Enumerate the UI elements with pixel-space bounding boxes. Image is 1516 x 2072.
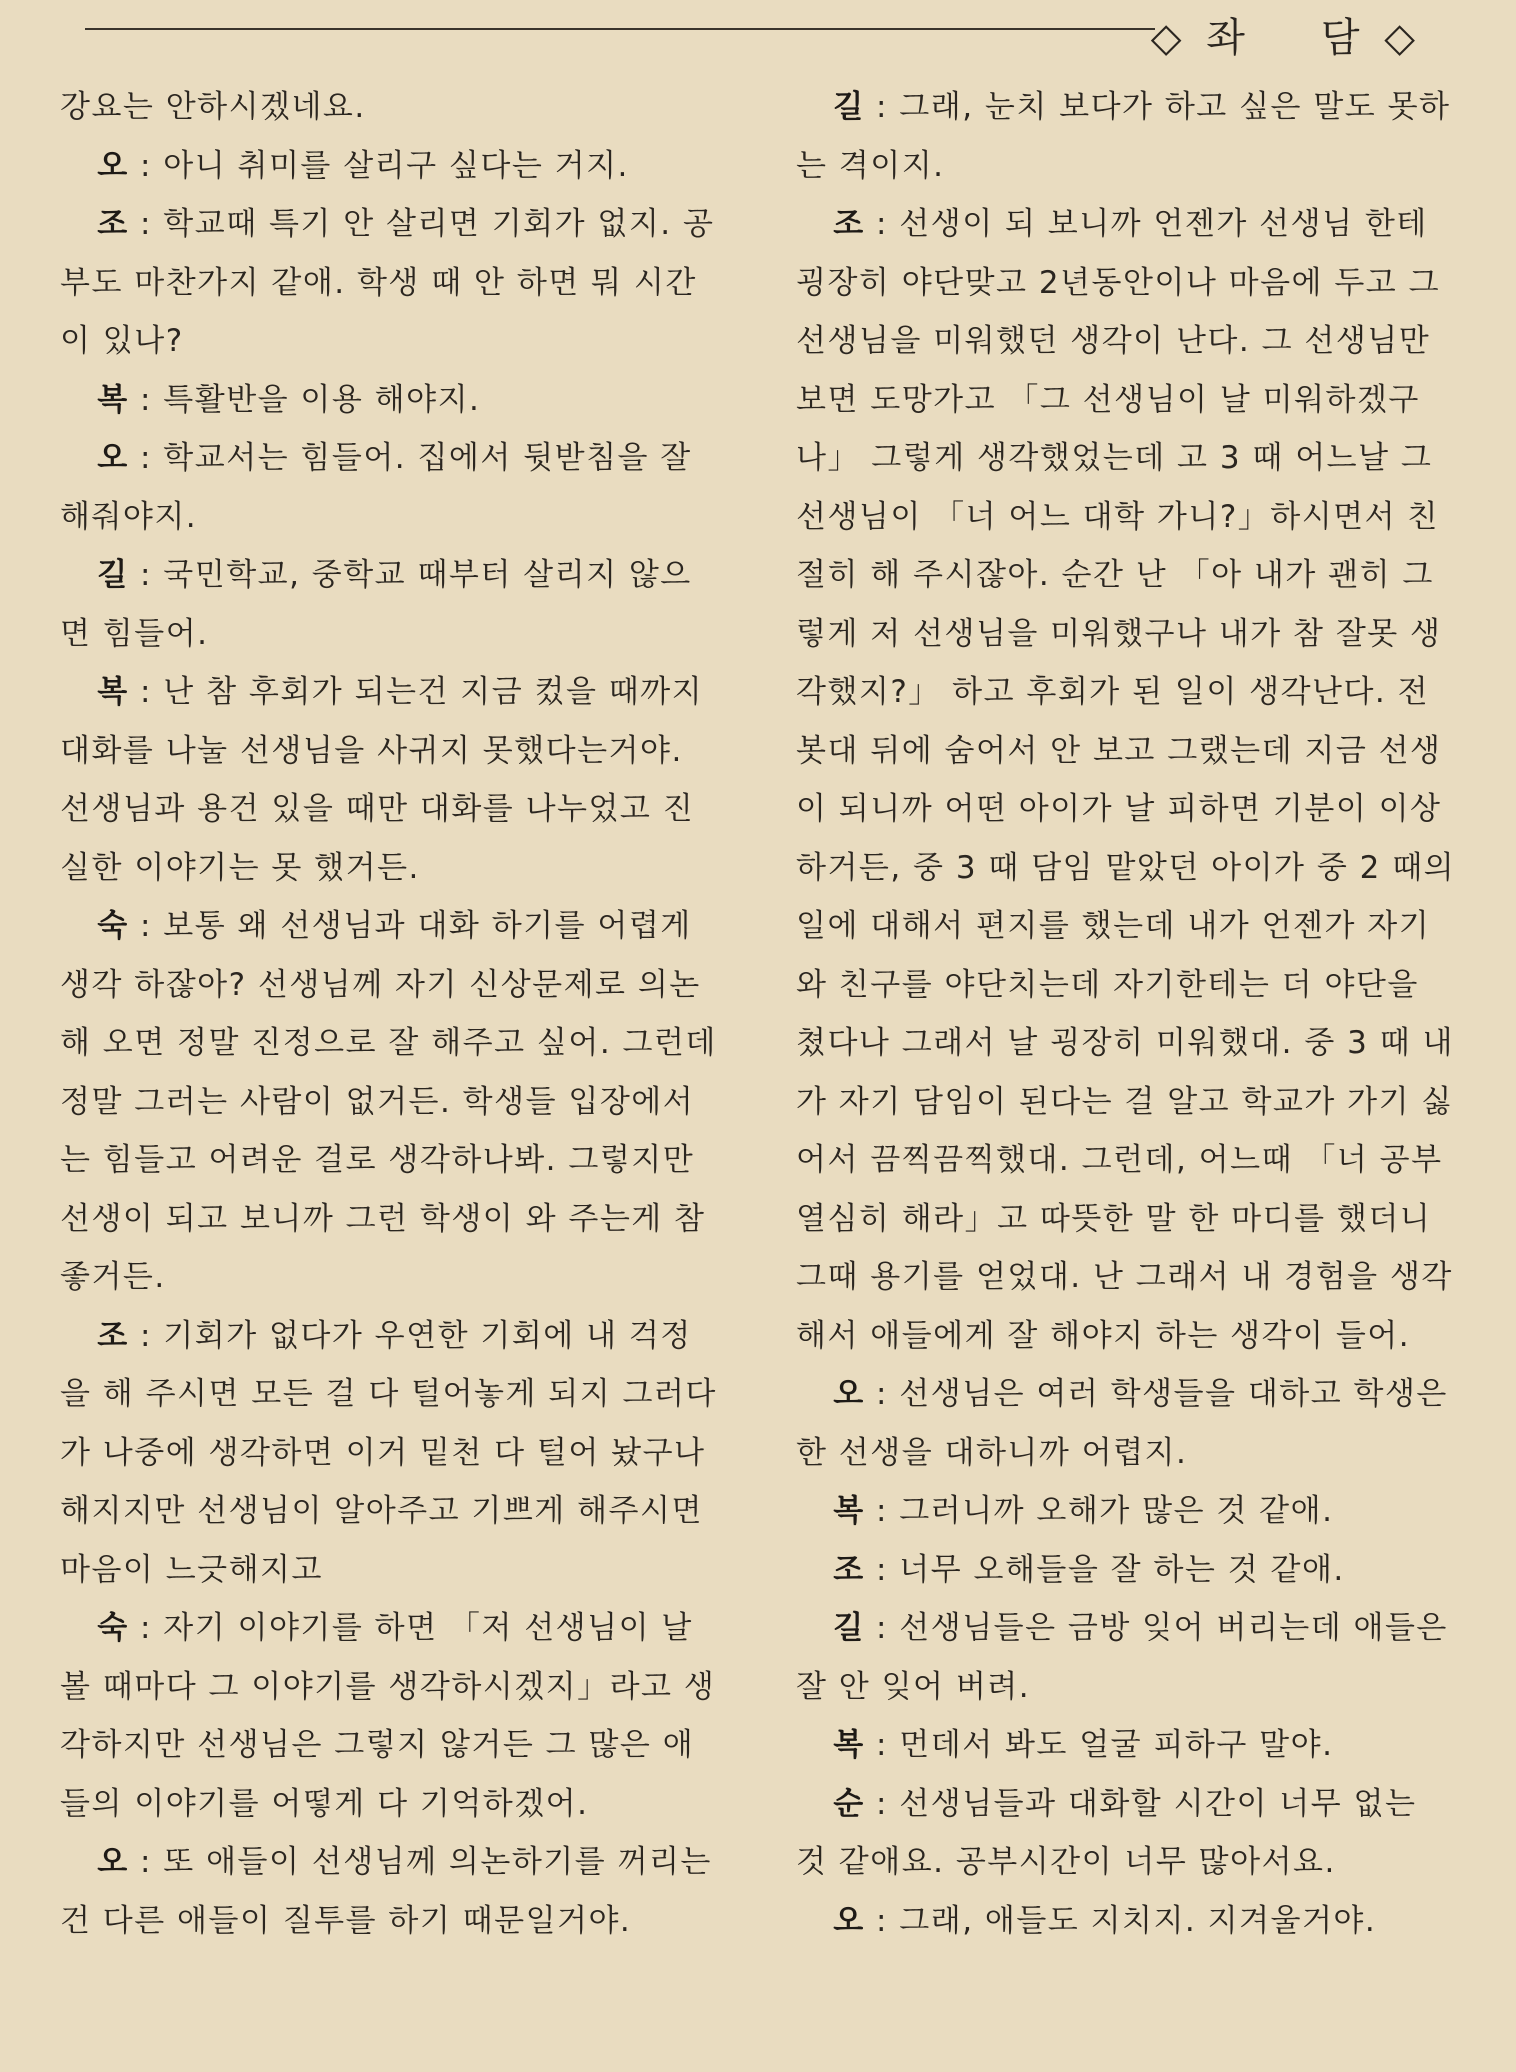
speaker-label: 오 bbox=[833, 1376, 865, 1412]
dialogue-text: 선생님들은 금방 잊어 버리는데 애들은 잘 안 잊어 버려. bbox=[796, 1610, 1448, 1705]
section-title-part-2: 담 ◇ bbox=[1320, 15, 1421, 61]
speaker-colon: : bbox=[128, 1610, 164, 1646]
speaker-label: 길 bbox=[833, 1610, 865, 1646]
dialogue-text: 보통 왜 선생님과 대화 하기를 어렵게 생각 하잖아? 선생님께 자기 신상문제로 의논해 오면 정말 진정으로 잘 해주고 싶어. 그런데 정말 그러는 사람이 없거든. 학생들 입장에서는 힘들고 어려운 걸로 생각하나봐. 그렇지만 선생이 되고 보니까 그런 학생이 와 주는게 참 좋거든. bbox=[60, 908, 717, 1295]
section-title bbox=[1151, 6, 1421, 63]
speaker-colon: : bbox=[864, 1610, 900, 1646]
speaker-colon: : bbox=[864, 1493, 900, 1529]
dialogue-paragraph bbox=[796, 1482, 1458, 1541]
dialogue-paragraph bbox=[60, 1307, 720, 1600]
dialogue-paragraph bbox=[60, 1599, 720, 1833]
speaker-label: 오 bbox=[833, 1902, 865, 1939]
dialogue-text: 먼데서 봐도 얼굴 피하구 말야. bbox=[899, 1727, 1334, 1763]
dialogue-text: 기회가 없다가 우연한 기회에 내 걱정을 해 주시면 모든 걸 다 털어놓게 되지 그러다가 나중에 생각하면 이거 밑천 다 털어 놨구나 해지지만 선생님이 알아주고 기쁘게 해주시면 마음이 느긋해지고 bbox=[60, 1317, 717, 1588]
dialogue-paragraph bbox=[796, 1892, 1458, 1951]
header-rule bbox=[85, 28, 1155, 30]
speaker-label: 조 bbox=[97, 206, 129, 242]
speaker-colon: : bbox=[864, 1551, 900, 1588]
speaker-label: 길 bbox=[97, 557, 129, 593]
speaker-label: 복 bbox=[833, 1493, 865, 1529]
speaker-label: 복 bbox=[833, 1727, 865, 1763]
dialogue-text: 선생이 되 보니까 언젠가 선생님 한테 굉장히 야단맞고 2년동안이나 마음에 두고 그 선생님을 미워했던 생각이 난다. 그 선생님만 보면 도망가고 「그 선생님이 날 미워하겠구나」 그렇게 생각했었는데 고 3 때 어느날 그 선생님이 「너 어느 대학 가니?」하시면서 친절히 해 주시잖아. 순간 난 「아 내가 괜히 그렇게 저 선생님을 미워했구나 내가 참 잘못 생각했지?」 하고 후회가 된 일이 생각난다. 전봇대 뒤에 숨어서 안 보고 그랬는데 지금 선생이 되니까 어떤 아이가 날 피하면 기분이 이상하거든, 중 3 때 담임 맡았던 아이가 중 2 때의 일에 대해서 편지를 했는데 내가 언젠가 자기와 친구를 야단치는데 자기한테는 더 야단을 쳤다나 그래서 날 굉장히 미워했대. 중 3 때 내가 자기 담임이 된다는 걸 알고 학교가 가기 싫어서 끔찍끔찍했대. 그런데, 어느때 「너 공부 열심히 해라」고 따뜻한 말 한 마디를 했더니 그때 용기를 얻었대. 난 그래서 내 경험을 생각해서 애들에게 잘 해야지 하는 생각이 들어. bbox=[796, 206, 1456, 1354]
speaker-colon: : bbox=[864, 1727, 900, 1763]
speaker-label: 순 bbox=[833, 1785, 865, 1822]
speaker-colon: : bbox=[128, 674, 164, 710]
speaker-colon: : bbox=[128, 206, 164, 242]
speaker-label: 숙 bbox=[97, 908, 129, 944]
dialogue-paragraph bbox=[796, 1716, 1458, 1775]
speaker-colon: : bbox=[128, 440, 164, 476]
dialogue-paragraph bbox=[60, 429, 720, 546]
dialogue-paragraph bbox=[60, 371, 720, 430]
speaker-colon: : bbox=[128, 147, 164, 184]
dialogue-text: 국민학교, 중학교 때부터 살리지 않으면 힘들어. bbox=[60, 557, 692, 652]
dialogue-text: 선생님은 여러 학생들을 대하고 학생은 한 선생을 대하니까 어렵지. bbox=[796, 1376, 1448, 1471]
speaker-colon: : bbox=[128, 1844, 164, 1880]
speaker-label: 길 bbox=[833, 89, 865, 125]
dialogue-paragraph bbox=[796, 1541, 1458, 1600]
speaker-colon: : bbox=[128, 1317, 164, 1354]
dialogue-paragraph bbox=[60, 897, 720, 1307]
dialogue-paragraph bbox=[60, 1833, 720, 1950]
dialogue-paragraph bbox=[796, 195, 1458, 1365]
dialogue-paragraph bbox=[60, 546, 720, 663]
right-column bbox=[796, 78, 1458, 1950]
dialogue-text: 학교때 특기 안 살리면 기회가 없지. 공부도 마찬가지 같애. 학생 때 안 하면 뭐 시간이 있나? bbox=[60, 206, 715, 359]
dialogue-text: 그래, 눈치 보다가 하고 싶은 말도 못하는 격이지. bbox=[796, 89, 1451, 184]
speaker-label: 오 bbox=[97, 147, 129, 184]
dialogue-paragraph bbox=[60, 137, 720, 196]
dialogue-paragraph bbox=[60, 663, 720, 897]
speaker-colon: : bbox=[128, 557, 164, 593]
section-title-part-1: ◇ 좌 bbox=[1150, 15, 1251, 61]
dialogue-paragraph bbox=[796, 78, 1458, 195]
dialogue-text: 자기 이야기를 하면 「저 선생님이 날 볼 때마다 그 이야기를 생각하시겠지」라고 생각하지만 선생님은 그렇지 않거든 그 많은 애들의 이야기를 어떻게 다 기억하겠어. bbox=[60, 1610, 716, 1822]
speaker-label: 오 bbox=[97, 1844, 129, 1880]
speaker-colon: : bbox=[128, 908, 164, 944]
speaker-colon: : bbox=[864, 1376, 900, 1412]
speaker-colon: : bbox=[864, 206, 900, 242]
speaker-label: 복 bbox=[97, 674, 129, 710]
speaker-label: 조 bbox=[833, 1551, 865, 1588]
speaker-label: 조 bbox=[97, 1317, 129, 1354]
dialogue-text: 학교서는 힘들어. 집에서 뒷받침을 잘 해줘야지. bbox=[60, 440, 692, 535]
speaker-colon: : bbox=[864, 89, 900, 125]
speaker-label: 오 bbox=[97, 440, 129, 476]
left-column bbox=[60, 78, 720, 1950]
dialogue-text: 또 애들이 선생님께 의논하기를 꺼리는건 다른 애들이 질투를 하기 때문일거야. bbox=[60, 1844, 712, 1939]
dialogue-text: 그러니까 오해가 많은 것 같애. bbox=[899, 1493, 1334, 1529]
dialogue-text: 너무 오해들을 잘 하는 것 같애. bbox=[899, 1551, 1345, 1588]
dialogue-text: 그래, 애들도 지치지. 지겨울거야. bbox=[899, 1902, 1377, 1939]
speaker-colon: : bbox=[128, 381, 164, 418]
speaker-colon: : bbox=[864, 1902, 900, 1939]
dialogue-paragraph bbox=[796, 1775, 1458, 1892]
dialogue-text: 강요는 안하시겠네요. bbox=[60, 89, 366, 125]
speaker-label: 복 bbox=[97, 381, 129, 418]
dialogue-text: 특활반을 이용 해야지. bbox=[163, 381, 481, 418]
speaker-label: 조 bbox=[833, 206, 865, 242]
dialogue-paragraph bbox=[60, 195, 720, 371]
dialogue-paragraph bbox=[60, 78, 720, 137]
speaker-label: 숙 bbox=[97, 1610, 129, 1646]
dialogue-text: 난 참 후회가 되는건 지금 컸을 때까지 대화를 나눌 선생님을 사귀지 못했다는거야. 선생님과 용건 있을 때만 대화를 나누었고 진실한 이야기는 못 했거든. bbox=[60, 674, 704, 886]
dialogue-paragraph bbox=[796, 1365, 1458, 1482]
dialogue-text: 아니 취미를 살리구 싶다는 거지. bbox=[163, 147, 629, 184]
dialogue-text: 선생님들과 대화할 시간이 너무 없는 것 같애요. 공부시간이 너무 많아서요. bbox=[796, 1785, 1417, 1880]
dialogue-paragraph bbox=[796, 1599, 1458, 1716]
speaker-colon: : bbox=[864, 1785, 900, 1822]
